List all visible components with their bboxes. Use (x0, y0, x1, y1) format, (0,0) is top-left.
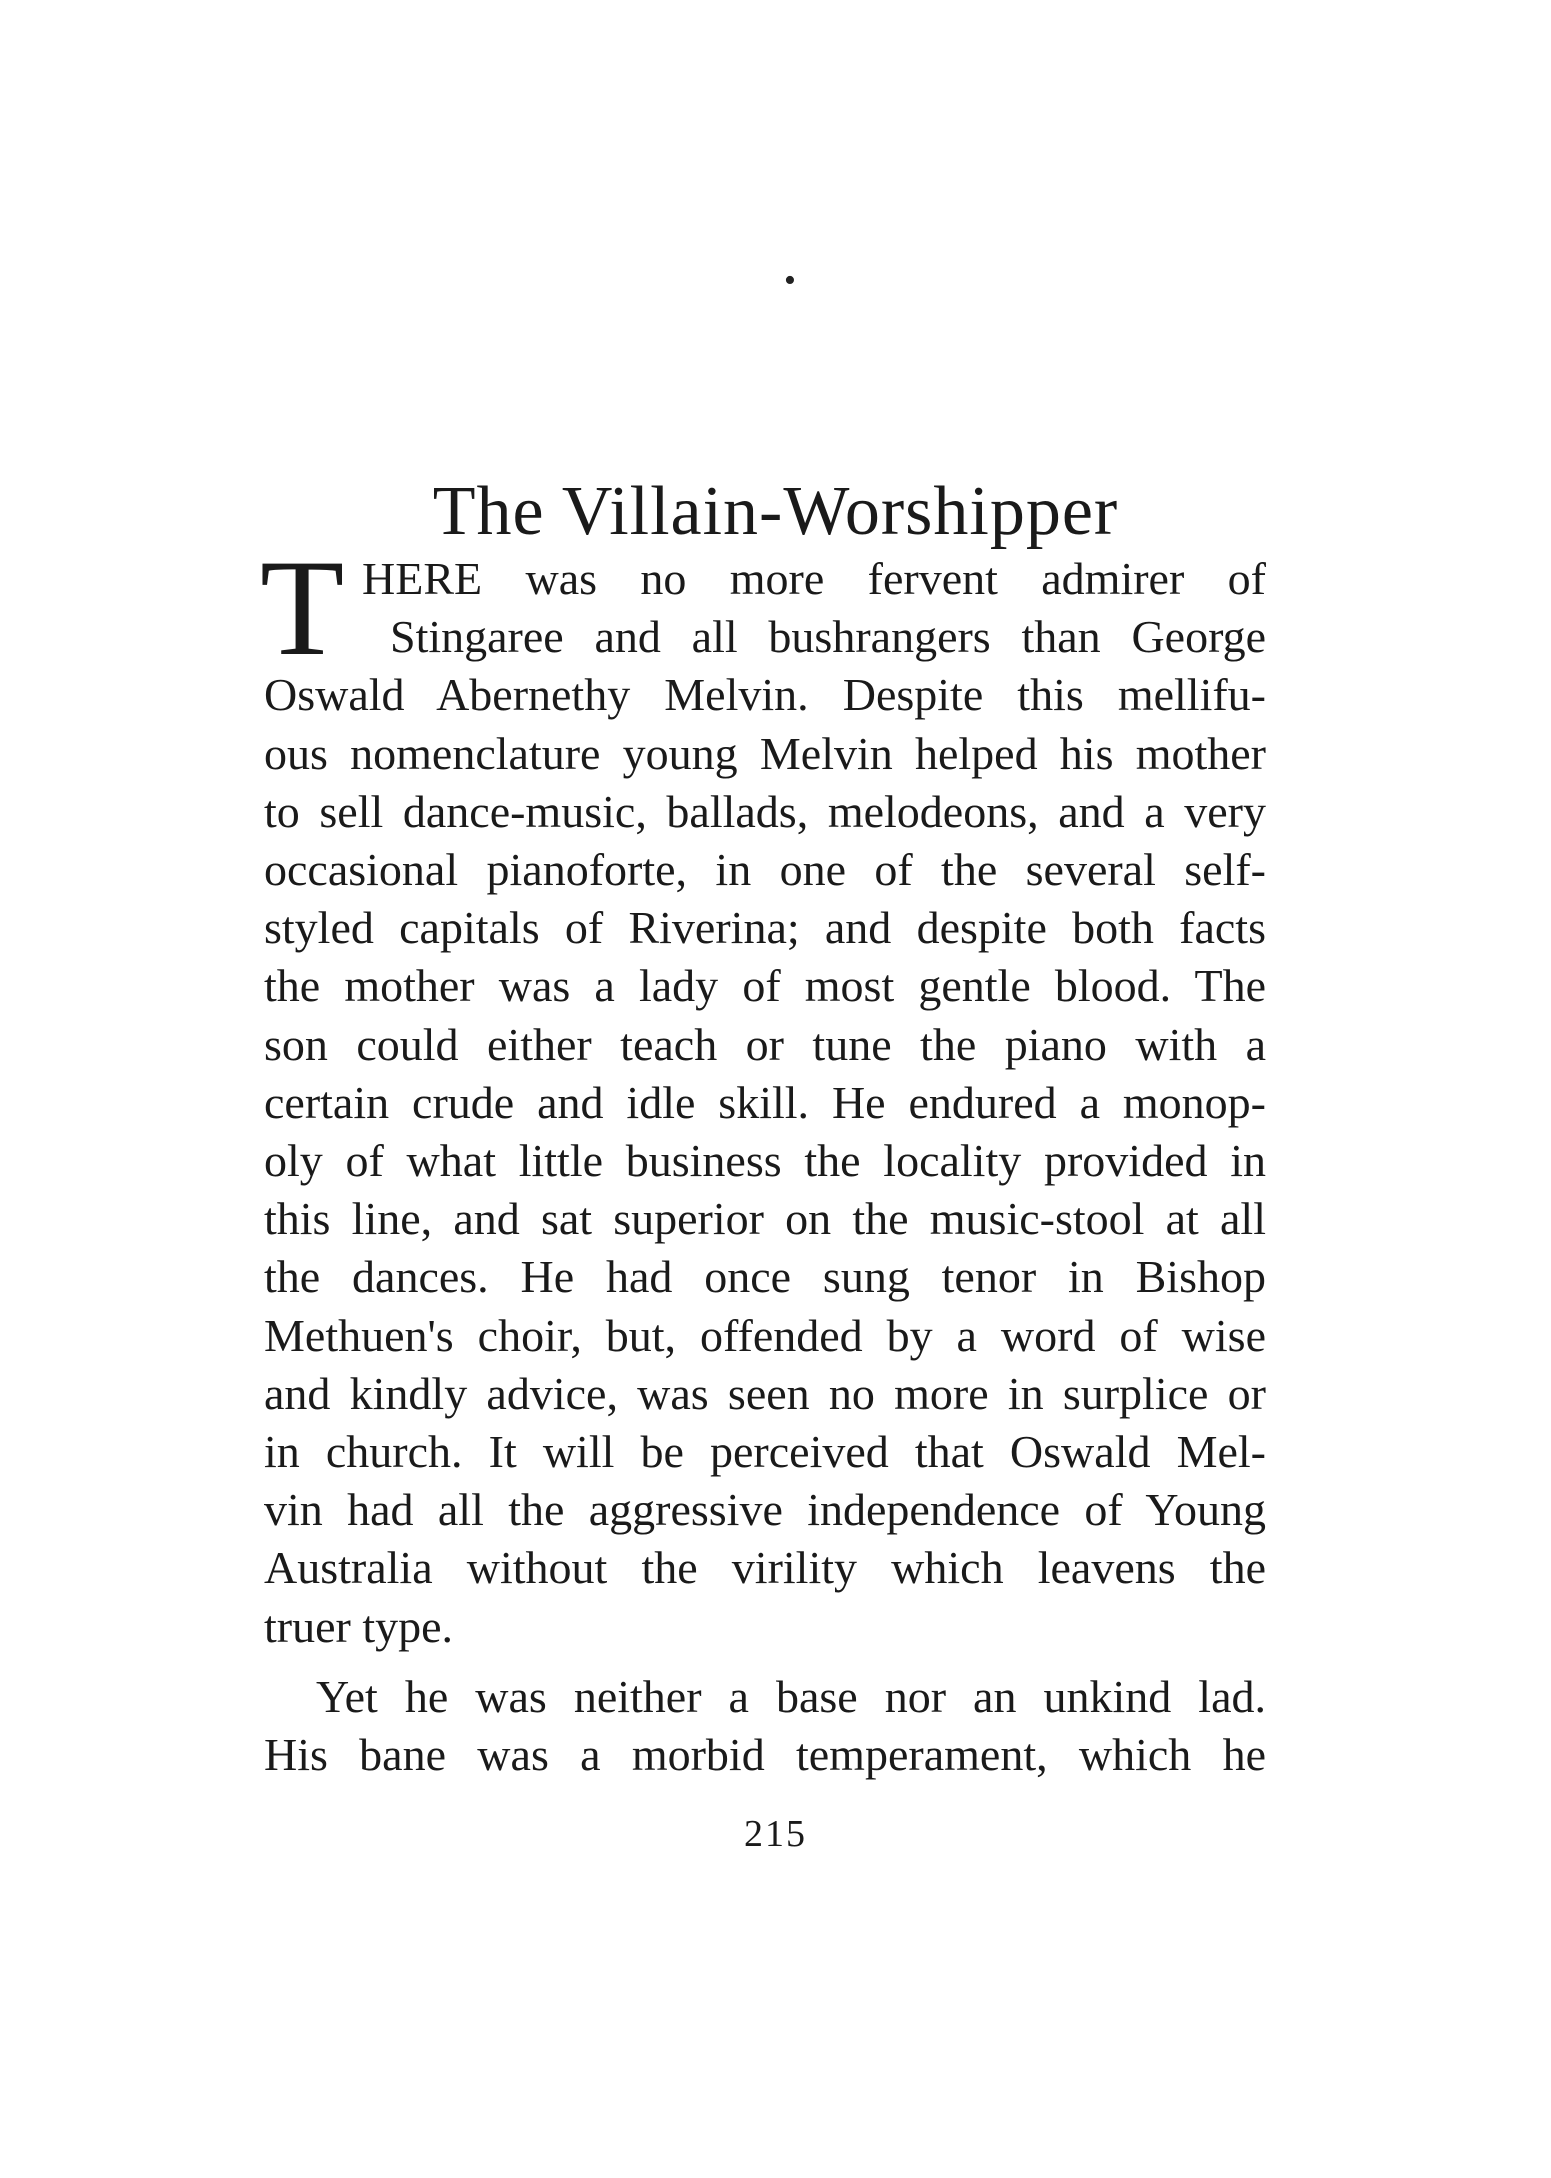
text-line: ous nomenclature young Melvin helped his mother (264, 727, 1266, 779)
text-line: styled capitals of Riverina; and despite both facts (264, 902, 1266, 954)
paragraph-1 (260, 531, 1266, 1656)
text-line: His bane was a morbid temperament, which he (264, 1729, 1266, 1781)
text-line: truer type. (264, 1600, 454, 1652)
text-line: HERE was no more fervent admirer of (362, 553, 1266, 604)
body-text (260, 531, 1266, 1784)
text-line: Stingaree and all bushrangers than George (390, 611, 1266, 663)
text-line: the mother was a lady of most gentle blood. The (264, 960, 1266, 1012)
page-number: 215 (744, 1813, 807, 1855)
text-line: occasional pianoforte, in one of the several self- (264, 844, 1266, 896)
ink-speck: • (784, 262, 796, 299)
text-line: certain crude and idle skill. He endured a monop- (264, 1076, 1266, 1128)
text-line: Australia without the virility which leavens the (264, 1542, 1266, 1594)
text-line: and kindly advice, was seen no more in surplice or (264, 1367, 1266, 1419)
text-line: to sell dance-music, ballads, melodeons, and a very (264, 785, 1266, 837)
text-line: Oswald Abernethy Melvin. Despite this mellifu- (264, 669, 1266, 721)
text-line: the dances. He had once sung tenor in Bishop (264, 1251, 1266, 1303)
text-line: vin had all the aggressive independence of Young (264, 1484, 1266, 1536)
drop-cap: T (260, 531, 345, 684)
text-line: this line, and sat superior on the music-stool at all (264, 1193, 1266, 1245)
text-line: son could either teach or tune the piano with a (264, 1018, 1266, 1070)
chapter-title: The Villain-Worshipper (432, 472, 1119, 550)
text-line: Methuen's choir, but, offended by a word of wise (264, 1309, 1266, 1361)
text-line: oly of what little business the locality provided in (264, 1135, 1266, 1187)
text-line: in church. It will be perceived that Oswald Mel- (264, 1426, 1266, 1478)
text-line: Yet he was neither a base nor an unkind lad. (316, 1670, 1266, 1722)
paragraph-2 (264, 1668, 1266, 1784)
